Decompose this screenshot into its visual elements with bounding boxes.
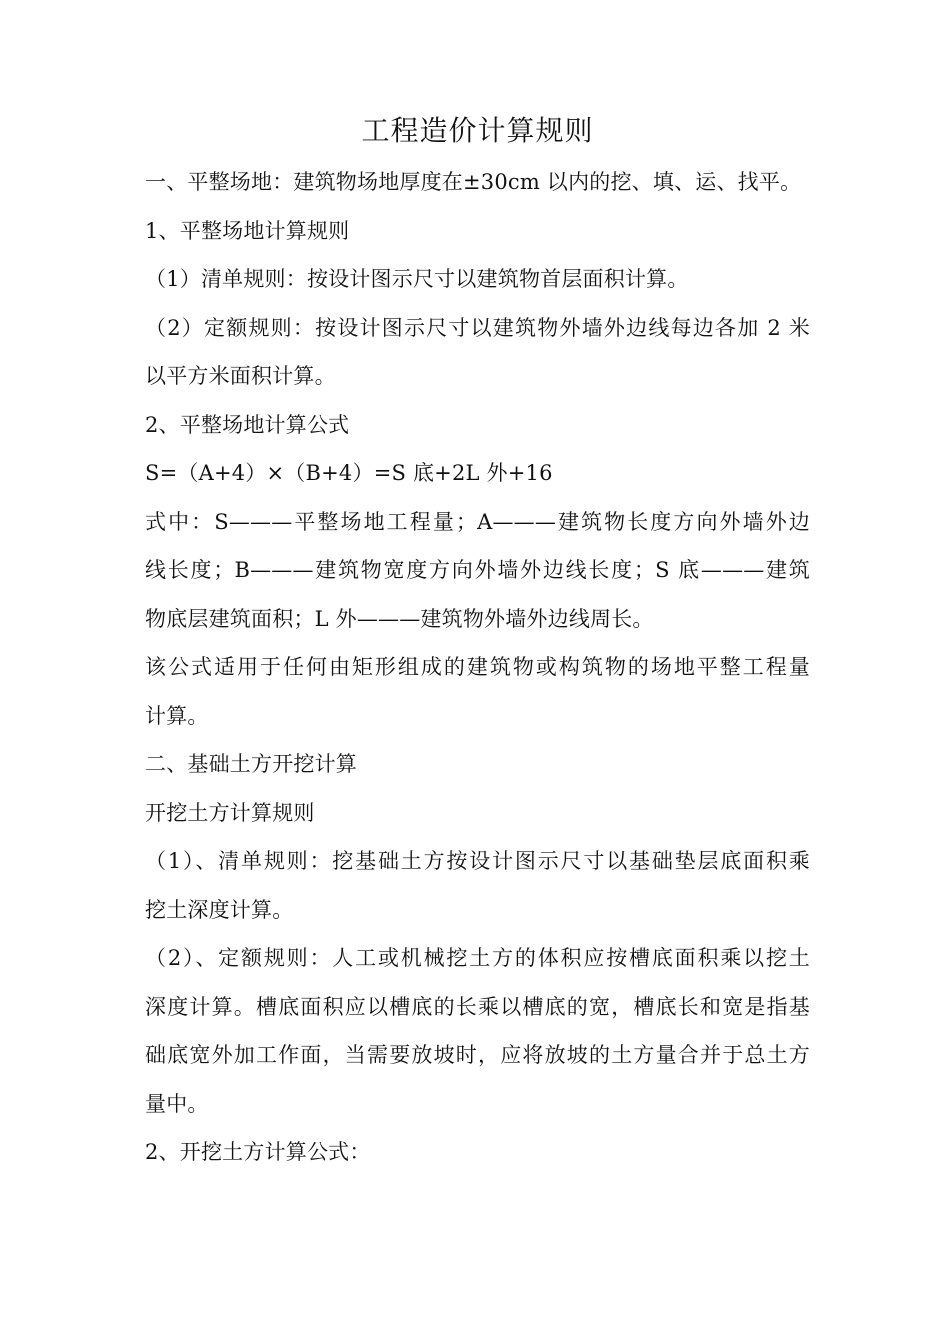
applicability-note-continued: 计算。 [145,703,209,728]
subheading-excavation-rules: 开挖土方计算规则 [145,800,315,825]
list-item-bill-rule: （1）清单规则：按设计图示尺寸以建筑物首层面积计算。 [145,267,689,291]
excavation-quota-rule-line-4: 量中。 [145,1091,209,1116]
section-heading-site-leveling: 一、平整场地：建筑物场地厚度在±30cm 以内的挖、填、运、找平。 [145,170,802,194]
document-title: 工程造价计算规则 [361,114,594,147]
list-item-excavation-quota-rule: （2）、定额规则：人工或机械挖土方的体积应按槽底面积乘以挖土 [145,946,810,970]
excavation-quota-rule-line-3: 础底宽外加工作面，当需要放坡时，应将放坡的土方量合并于总土方 [145,1043,810,1067]
formula-explanation-line-1: 式中：S———平整场地工程量；A———建筑物长度方向外墙外边 [145,509,810,534]
subheading-excavation-formula: 2、开挖土方计算公式： [145,1140,371,1164]
list-item-excavation-bill-rule: （1）、清单规则：挖基础土方按设计图示尺寸以基础垫层底面积乘 [145,849,810,873]
formula-explanation-line-3: 物底层建筑面积；L 外———建筑物外墙外边线周长。 [145,606,654,631]
section-heading-excavation: 二、基础土方开挖计算 [145,752,357,776]
document-page [145,108,810,1177]
subheading-leveling-rules: 1、平整场地计算规则 [145,218,350,243]
formula-leveling: S=（A+4）×（B+4）=S 底+2L 外+16 [145,461,553,485]
applicability-note: 该公式适用于任何由矩形组成的建筑物或构筑物的场地平整工程量 [145,655,810,679]
excavation-quota-rule-line-2: 深度计算。槽底面积应以槽底的长乘以槽底的宽，槽底长和宽是指基 [145,994,810,1019]
list-item-quota-rule-continued: 以平方米面积计算。 [145,364,336,388]
list-item-excavation-bill-rule-continued: 挖土深度计算。 [145,897,294,922]
formula-explanation-line-2: 线长度；B———建筑物宽度方向外墙外边线长度；S 底———建筑 [145,558,810,582]
list-item-quota-rule: （2）定额规则：按设计图示尺寸以建筑物外墙外边线每边各加 2 米 [145,315,810,340]
subheading-leveling-formula: 2、平整场地计算公式 [145,412,350,437]
